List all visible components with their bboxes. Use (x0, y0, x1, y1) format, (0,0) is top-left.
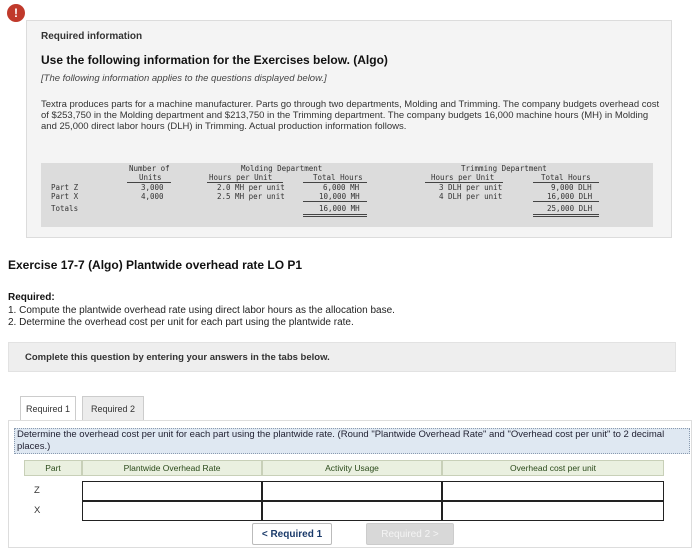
z-activity-usage-input[interactable] (262, 481, 442, 501)
part-z-molding-hpu: 2.0 MH per unit (217, 183, 285, 192)
row-label-part-x: Part X (51, 192, 79, 201)
requirement-2: 2. Determine the overhead cost per unit for each part using the plantwide rate. (8, 317, 354, 328)
applies-note: [The following information applies to the questions displayed below.] (41, 73, 327, 84)
header-trimming-department: Trimming Department (461, 164, 547, 173)
use-following-info-heading: Use the following information for the Exercises below. (Algo) (41, 53, 388, 67)
row-label-part-z: Part Z (51, 183, 79, 192)
part-x-trimming-total: 16,000 DLH (547, 192, 593, 201)
col-header-part: Part (24, 460, 82, 476)
header-trimming-total-hours: Total Hours (541, 173, 591, 182)
required-information-heading: Required information (41, 31, 143, 42)
next-required-2-button[interactable]: Required 2 > (366, 523, 454, 545)
header-molding-hours-per-unit: Hours per Unit (209, 173, 273, 182)
header-units: Units (139, 173, 162, 182)
requirement-1: 1. Compute the plantwide overhead rate using direct labor hours as the allocation base. (8, 305, 395, 316)
row-label-z: Z (34, 485, 40, 496)
part-z-trimming-hpu: 3 DLH per unit (439, 183, 503, 192)
complete-instructions-panel (8, 342, 676, 372)
part-x-molding-total: 10,000 MH (319, 192, 360, 201)
part-x-units: 4,000 (141, 192, 164, 201)
col-header-plantwide-rate: Plantwide Overhead Rate (82, 460, 262, 476)
part-x-molding-hpu: 2.5 MH per unit (217, 192, 285, 201)
x-activity-usage-input[interactable] (262, 501, 442, 521)
complete-instructions-text: Complete this question by entering your answers in the tabs below. (25, 352, 330, 363)
problem-paragraph: Textra produces parts for a machine manufacturer. Parts go through two departments, Molding and Trimming. The company budgets overhead cost of $253,750 in the Molding department and $213,750 in the Trimming department. The company budgets 16,000 machine hours (MH) in Molding and 25,000 direct labor hours (DLH) in Trimming. Actual production information follows. (41, 99, 660, 132)
part-z-units: 3,000 (141, 183, 164, 192)
header-trimming-hours-per-unit: Hours per Unit (431, 173, 495, 182)
tab-required-2[interactable]: Required 2 (82, 396, 144, 420)
z-plantwide-rate-input[interactable] (82, 481, 262, 501)
trimming-grand-total: 25,000 DLH (547, 204, 593, 213)
part-z-trimming-total: 9,000 DLH (551, 183, 592, 192)
prev-required-1-button[interactable]: < Required 1 (252, 523, 332, 545)
tab-required-1[interactable]: Required 1 (20, 396, 76, 420)
row-label-x: X (34, 505, 41, 516)
x-overhead-cost-input[interactable] (442, 501, 664, 521)
header-molding-total-hours: Total Hours (313, 173, 363, 182)
instruction-box: Determine the overhead cost per unit for each part using the plantwide rate. (Round "Plantwide Overhead Rate" and "Overhead cost per unit" to 2 decimal places.) (14, 428, 690, 454)
header-molding-department: Molding Department (241, 164, 323, 173)
part-z-molding-total: 6,000 MH (323, 183, 360, 192)
col-header-overhead-cost: Overhead cost per unit (442, 460, 664, 476)
header-number-of: Number of (129, 164, 170, 173)
part-x-trimming-hpu: 4 DLH per unit (439, 192, 503, 201)
x-plantwide-rate-input[interactable] (82, 501, 262, 521)
row-label-totals: Totals (51, 204, 79, 213)
z-overhead-cost-input[interactable] (442, 481, 664, 501)
required-heading: Required: (8, 292, 55, 303)
alert-icon: ! (7, 4, 25, 22)
molding-grand-total: 16,000 MH (319, 204, 360, 213)
exercise-title: Exercise 17-7 (Algo) Plantwide overhead rate LO P1 (8, 258, 303, 272)
required-information-panel (26, 20, 672, 238)
production-info-table (41, 163, 653, 227)
col-header-activity-usage: Activity Usage (262, 460, 442, 476)
